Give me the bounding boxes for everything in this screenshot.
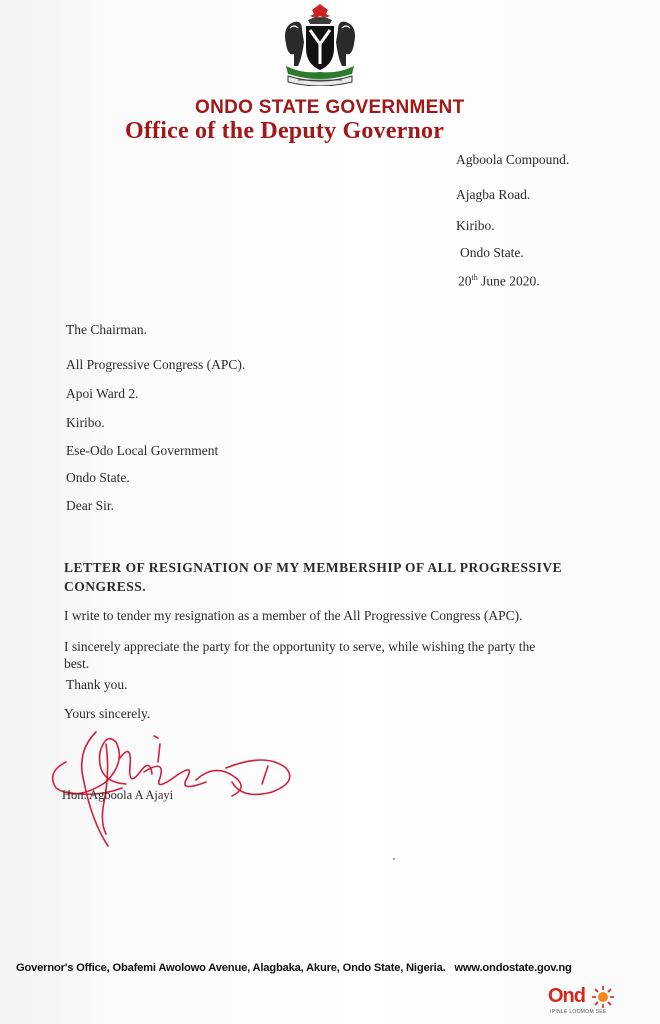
- office-title: Office of the Deputy Governor: [125, 118, 445, 144]
- footer-address-text: Governor's Office, Obafemi Awolowo Avenue, Alagbaka, Akure, Ondo State, Nigeria.: [16, 962, 446, 974]
- letter-date: [458, 273, 540, 290]
- recipient-line: All Progressive Congress (APC).: [66, 357, 246, 372]
- sender-address-line: Ondo State.: [460, 245, 524, 260]
- footer-address: [16, 962, 572, 974]
- recipient-line: Ese-Odo Local Government: [66, 443, 219, 458]
- footer-website: www.ondostate.gov.ng: [454, 962, 572, 974]
- sign-off: Yours sincerely.: [64, 706, 151, 721]
- recipient-line: The Chairman.: [66, 322, 147, 337]
- handwritten-signature-icon: [36, 722, 296, 852]
- logo-word: Ond: [548, 985, 585, 1007]
- sun-icon: [592, 986, 614, 1008]
- body-paragraph: I write to tender my resignation as a member of the All Progressive Congress (APC).: [64, 608, 523, 623]
- date-rest: June 2020.: [477, 273, 540, 289]
- signatory-name: Hon. Agboola A Ajayi: [62, 788, 174, 802]
- organization-name: ONDO STATE GOVERNMENT: [195, 97, 465, 118]
- paper-speck: [393, 858, 395, 860]
- sender-address-line: Ajagba Road.: [456, 187, 531, 202]
- recipient-line: Kiribo.: [66, 415, 105, 430]
- salutation: Dear Sir.: [66, 498, 114, 513]
- date-day: 20: [458, 273, 472, 289]
- coat-of-arms-icon: [272, 4, 368, 86]
- date-suffix: th: [471, 273, 478, 282]
- body-paragraph: I sincerely appreciate the party for the opportunity to serve, while wishing the party the best.: [64, 639, 536, 671]
- recipient-line: Ondo State.: [66, 470, 130, 485]
- sender-address-line: Agboola Compound.: [456, 152, 570, 167]
- recipient-line: Apoi Ward 2.: [66, 386, 139, 401]
- letter-subject: LETTER OF RESIGNATION OF MY MEMBERSHIP OF ALL PROGRESSIVE CONGRESS.: [64, 560, 563, 594]
- ondo-logo: [548, 985, 612, 1019]
- closing-thanks: Thank you.: [66, 677, 128, 692]
- sender-address-line: Kiribo.: [456, 218, 495, 233]
- logo-tagline: IPINLE LOOMOM SEE: [550, 1009, 607, 1015]
